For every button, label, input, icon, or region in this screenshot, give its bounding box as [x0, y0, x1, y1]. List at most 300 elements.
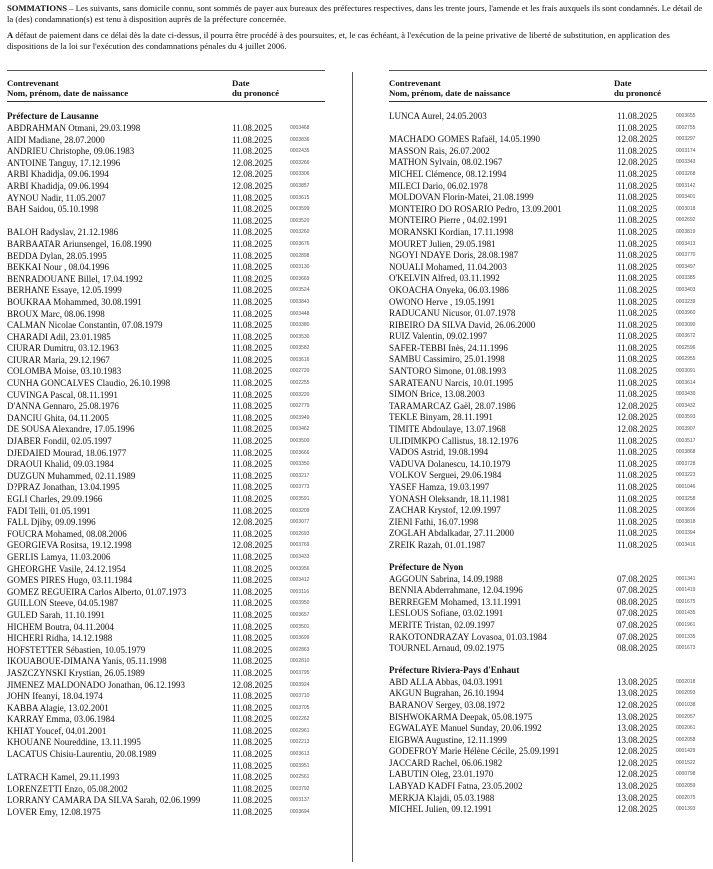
reference-numbers [676, 482, 695, 494]
reference-number: 0003433 [290, 553, 310, 560]
table-row [7, 494, 325, 506]
reference-number: 0003403 [676, 286, 696, 293]
offender-name: FOUCRA Mohamed, 08.08.2006 [7, 528, 127, 539]
judgment-date: 11.08.2025 [617, 250, 658, 261]
reference-number: 0002955 [676, 356, 696, 363]
reference-number: 0003676 [290, 240, 310, 247]
table-row [389, 412, 707, 424]
intro-paragraph-2-text: défaut de paiement dans ce délai dès la date ci-dessus, il pourra être procédé à des poursuites, et, le cas échéant, à l'exécution de la peine privative de liberté de substitution, en application des dispositions de la loi sur l'exécution des condamnations pénales du 4 juillet 2006. [7, 30, 670, 51]
reference-number: 0003868 [676, 449, 696, 456]
offender-name: ARBI Khadidja, 09.06.1994 [7, 169, 109, 180]
reference-numbers [676, 181, 695, 193]
judgment-dates [232, 436, 272, 448]
reference-number: 0003306 [290, 171, 310, 178]
reference-numbers [290, 772, 309, 784]
reference-number: 0003239 [676, 298, 696, 305]
judgment-date: 11.08.2025 [617, 122, 658, 133]
reference-numbers [676, 597, 695, 609]
reference-number: 0003699 [290, 635, 310, 642]
reference-number: 0002755 [676, 124, 696, 131]
table-row [389, 494, 707, 506]
reference-numbers [290, 146, 309, 158]
table-row [389, 643, 707, 655]
reference-number: 0002596 [676, 344, 696, 351]
table-row [389, 134, 707, 146]
table-row [7, 251, 325, 263]
judgment-dates [232, 285, 272, 297]
reference-number: 0003517 [676, 437, 696, 444]
offender-name: BALOH Radyslav, 21.12.1986 [7, 227, 119, 238]
judgment-dates [617, 297, 657, 309]
table-row [7, 262, 325, 274]
table-row [7, 540, 325, 552]
table-row [7, 274, 325, 286]
offender-name: CIURAR Maria, 29.12.1967 [7, 354, 110, 365]
reference-numbers [676, 781, 695, 793]
offender-name: SAMBU Cassimiro, 25.01.1998 [389, 354, 505, 365]
offender-name: CIURAR Dumitru, 03.12.1963 [7, 343, 119, 354]
judgment-dates [617, 620, 658, 632]
offender-name: ANDRIEU Christophe, 09.06.1983 [7, 146, 135, 157]
header-date-line2: du prononcé [232, 88, 280, 98]
table-row [7, 668, 325, 680]
table-row [7, 575, 325, 587]
reference-number: 0003956 [290, 565, 310, 572]
reference-numbers [290, 239, 309, 251]
judgment-dates [617, 528, 657, 540]
reference-numbers [290, 656, 309, 668]
judgment-date: 11.08.2025 [232, 378, 273, 389]
reference-numbers [290, 285, 309, 297]
table-row [7, 366, 325, 378]
judgment-date: 11.08.2025 [232, 783, 273, 794]
reference-number: 0003209 [290, 507, 310, 514]
offender-name: ZREIK Razah, 01.01.1987 [389, 539, 486, 550]
reference-number: 0003818 [676, 518, 696, 525]
reference-number: 0003462 [290, 426, 310, 433]
table-row [389, 758, 707, 770]
offender-name: VADOS Astrid, 19.08.1994 [389, 447, 489, 458]
judgment-date: 07.08.2025 [617, 631, 658, 642]
judgment-date: 13.08.2025 [617, 688, 658, 699]
judgment-dates [617, 157, 658, 169]
table-row [7, 343, 325, 355]
judgment-date: 12.08.2025 [617, 134, 658, 145]
offender-name: DJABER Fondil, 02.05.1997 [7, 436, 112, 447]
judgment-dates [232, 494, 272, 506]
offender-name: MACHADO GOMES Rafaël, 14.05.1990 [389, 134, 540, 145]
judgment-date: 11.08.2025 [232, 551, 273, 562]
offender-name: MASSON Rais, 26.07.2002 [389, 145, 490, 156]
table-row [7, 703, 325, 715]
reference-number: 0003385 [676, 275, 696, 282]
judgment-date: 11.08.2025 [232, 192, 273, 203]
reference-numbers [676, 111, 695, 134]
table-row [389, 723, 707, 735]
reference-numbers [676, 157, 695, 169]
header-date [232, 78, 279, 98]
judgment-dates [617, 470, 657, 482]
table-row [7, 413, 325, 425]
judgment-date: 11.08.2025 [232, 586, 273, 597]
table-row [7, 471, 325, 483]
judgment-dates [617, 424, 658, 436]
intro-paragraph-2 [7, 30, 707, 52]
reference-number: 0002720 [290, 368, 310, 375]
judgment-dates [617, 781, 658, 793]
judgment-dates [232, 343, 272, 355]
prefecture-section [389, 111, 707, 552]
judgment-date: 11.08.2025 [232, 667, 273, 678]
judgment-date: 11.08.2025 [232, 308, 273, 319]
reference-numbers [676, 378, 695, 390]
offender-name: LABUTIN Oleg, 23.01.1970 [389, 769, 494, 780]
reference-numbers [676, 505, 695, 517]
reference-number: 0003297 [676, 136, 696, 143]
reference-numbers [290, 123, 309, 135]
reference-number: 0001393 [676, 806, 696, 813]
judgment-dates [617, 389, 657, 401]
offender-name: FALL Djiby, 09.09.1996 [7, 517, 96, 528]
reference-number: 0003343 [676, 159, 696, 166]
reference-number: 0003416 [676, 541, 696, 548]
reference-number: 0003857 [290, 182, 310, 189]
reference-numbers [676, 389, 695, 401]
offender-name: NGOYI NDAYE Doris, 28.08.1987 [389, 250, 519, 261]
reference-numbers [290, 645, 309, 657]
table-row [389, 273, 707, 285]
judgment-date: 11.08.2025 [617, 447, 658, 458]
judgment-dates [617, 401, 658, 413]
reference-number: 0003819 [676, 228, 696, 235]
reference-numbers [290, 517, 309, 529]
section-title: Préfecture de Lausanne [7, 111, 99, 121]
header-contrevenant-line1: Contrevenant [389, 78, 441, 88]
reference-numbers [676, 758, 695, 770]
offender-name: EIGBWA Augustine, 12.11.1999 [389, 734, 507, 745]
judgment-dates [617, 111, 657, 134]
reference-number: 0001335 [676, 633, 696, 640]
reference-numbers [676, 585, 695, 597]
judgment-dates [617, 343, 657, 355]
judgment-date: 11.08.2025 [232, 366, 273, 377]
reference-numbers [676, 723, 695, 735]
reference-numbers [290, 181, 309, 193]
reference-number: 0003582 [290, 345, 310, 352]
reference-number: 0003174 [676, 147, 696, 154]
table-row [389, 320, 707, 332]
offender-name: DJEDAIED Mourad, 18.06.1977 [7, 447, 127, 458]
judgment-dates [232, 123, 272, 135]
table-row [7, 193, 325, 205]
table-row [7, 772, 325, 784]
offender-name: MORANSKI Kordian, 17.11.1998 [389, 226, 514, 237]
table-row [7, 309, 325, 321]
judgment-dates [232, 227, 272, 239]
judgment-dates [617, 447, 657, 459]
offender-name: MICHEL Clémence, 08.12.1994 [389, 168, 507, 179]
table-row [389, 401, 707, 413]
reference-number: 0003773 [290, 484, 310, 491]
judgment-dates [617, 285, 657, 297]
header-contrevenant [7, 78, 128, 98]
judgment-dates [232, 251, 272, 263]
offender-name: AYNOU Nadir, 11.05.2007 [7, 192, 106, 203]
table-row [7, 285, 325, 297]
reference-number: 0003380 [290, 322, 310, 329]
judgment-date: 11.08.2025 [232, 598, 273, 609]
reference-number: 0002093 [676, 690, 696, 697]
judgment-dates [617, 239, 657, 251]
judgment-date: 11.08.2025 [617, 215, 658, 226]
judgment-dates [232, 169, 273, 181]
reference-numbers [676, 134, 695, 146]
table-row [389, 459, 707, 471]
offender-name: MERITE Tristan, 02.09.1997 [389, 619, 495, 630]
judgment-dates [617, 320, 657, 332]
reference-number: 0003672 [676, 333, 696, 340]
reference-number: 0003710 [290, 693, 310, 700]
offender-name: MILECI Dario, 06.02.1978 [389, 180, 488, 191]
judgment-dates [232, 181, 273, 193]
reference-numbers [676, 331, 695, 343]
judgment-date: 11.08.2025 [232, 320, 273, 331]
intro-lead-bold: SOMMATIONS [7, 3, 68, 13]
table-row [7, 459, 325, 471]
judgment-date: 11.08.2025 [232, 447, 273, 458]
judgment-date: 13.08.2025 [617, 723, 658, 734]
reference-number: 0000798 [676, 771, 696, 778]
offender-name: BARANOV Sergey, 03.08.1972 [389, 699, 505, 710]
judgment-dates [232, 239, 272, 251]
reference-numbers [290, 622, 309, 634]
judgment-dates [232, 622, 272, 634]
judgment-date: 11.08.2025 [232, 134, 273, 145]
reference-number: 0003500 [290, 438, 310, 445]
judgment-dates [617, 482, 657, 494]
reference-numbers [290, 459, 309, 471]
judgment-dates [232, 401, 272, 413]
offender-name: CALMAN Nicolae Constantin, 07.08.1979 [7, 320, 163, 331]
table-row [389, 632, 707, 644]
reference-numbers [676, 250, 695, 262]
offender-name: ZOGLAH Abdalkadar, 27.11.2000 [389, 528, 515, 539]
offender-name: HOFSTETTER Sébastien, 10.05.1979 [7, 644, 146, 655]
reference-number: 0002059 [676, 783, 696, 790]
reference-number: 0003666 [290, 449, 310, 456]
judgment-date: 13.08.2025 [617, 711, 658, 722]
reference-numbers [676, 227, 695, 239]
judgment-date: 07.08.2025 [617, 619, 658, 630]
offender-name: ULIDIMKPO Callistus, 18.12.1976 [389, 435, 519, 446]
reference-number: 0002898 [290, 252, 310, 259]
judgment-dates [232, 680, 273, 692]
reference-numbers [676, 192, 695, 204]
judgment-date: 11.08.2025 [617, 482, 658, 492]
table-row [7, 239, 325, 251]
header-date-line1: Date [232, 78, 250, 88]
judgment-date: 11.08.2025 [617, 354, 658, 365]
table-row [7, 355, 325, 367]
offender-name: IKOUABOUE-DIMANA Yanis, 05.11.1998 [7, 656, 167, 667]
judgment-date: 11.08.2025 [232, 285, 273, 296]
judgment-date: 11.08.2025 [232, 528, 273, 539]
reference-number: 0002693 [290, 530, 310, 537]
reference-number: 0003116 [290, 588, 310, 595]
judgment-date: 11.08.2025 [232, 563, 273, 574]
reference-number: 0002061 [676, 725, 696, 732]
reference-number: 0002255 [290, 380, 310, 387]
prefecture-section [389, 665, 707, 816]
judgment-dates [617, 308, 657, 320]
reference-numbers [676, 677, 695, 689]
reference-numbers [290, 297, 309, 309]
reference-numbers [290, 633, 309, 645]
reference-numbers [676, 459, 695, 471]
reference-numbers [290, 482, 309, 494]
judgment-dates [617, 215, 657, 227]
judgment-dates [617, 632, 658, 644]
table-row [7, 598, 325, 610]
judgment-dates [232, 633, 272, 645]
judgment-dates [232, 564, 272, 576]
reference-number: 0003694 [290, 809, 310, 816]
judgment-date: 12.08.2025 [232, 180, 273, 191]
table-row [389, 517, 707, 529]
reference-numbers [676, 746, 695, 758]
judgment-date: 11.08.2025 [232, 146, 273, 157]
judgment-date: 11.08.2025 [232, 737, 273, 748]
table-row [389, 192, 707, 204]
offender-name: KARRAY Emma, 03.06.1984 [7, 714, 115, 725]
reference-numbers [676, 804, 695, 816]
offender-name: KHIAT Youcef, 04.01.2001 [7, 725, 107, 736]
offender-name: GERLIS Lamya, 11.03.2006 [7, 551, 111, 562]
table-row [7, 587, 325, 599]
judgment-date: 11.08.2025 [232, 412, 273, 423]
reference-number: 0002863 [290, 646, 310, 653]
offender-name: LABYAD KADFI Fatna, 23.05.2002 [389, 781, 523, 792]
judgment-date: 11.08.2025 [617, 192, 658, 203]
table-row [7, 332, 325, 344]
reference-number: 0003260 [290, 229, 310, 236]
reference-number: 0002561 [290, 774, 310, 781]
offender-name: COLOMBA Moise, 03.10.1983 [7, 366, 122, 377]
offender-name: BEKKAI Nour , 08.04.1996 [7, 262, 109, 273]
reference-numbers [676, 494, 695, 506]
reference-number: 0003657 [290, 611, 310, 618]
table-row [389, 169, 707, 181]
reference-numbers [676, 169, 695, 181]
reference-numbers [290, 309, 309, 321]
offender-name: HICHEM Boutra, 04.11.2004 [7, 621, 114, 632]
reference-number: 0001675 [676, 598, 696, 605]
reference-number: 0003091 [676, 368, 696, 375]
judgment-dates [232, 506, 272, 518]
judgment-dates [617, 574, 658, 586]
reference-number: 0003090 [676, 321, 696, 328]
offender-name: ANTOINE Tanguy, 17.12.1996 [7, 157, 121, 168]
reference-numbers [290, 587, 309, 599]
reference-numbers [290, 668, 309, 680]
offender-name: O'KELVIN Alfred, 03.11.1992 [389, 273, 500, 284]
judgment-dates [232, 413, 272, 425]
table-row [389, 574, 707, 586]
judgment-dates [232, 807, 272, 819]
offender-name: BERHANE Essaye, 12.05.1999 [7, 285, 122, 296]
judgment-date: 11.08.2025 [232, 401, 273, 412]
judgment-date: 11.08.2025 [232, 633, 273, 644]
offender-name: CHARADI Adil, 23.01.1985 [7, 331, 111, 342]
judgment-date: 11.08.2025 [232, 760, 273, 771]
reference-number: 0001419 [676, 587, 696, 594]
reference-numbers [290, 274, 309, 286]
table-row [389, 146, 707, 158]
reference-number: 0003696 [676, 507, 696, 514]
reference-number: 0003591 [290, 496, 310, 502]
offender-name: AIDI Madiane, 28.07.2000 [7, 134, 105, 145]
reference-numbers [676, 343, 695, 355]
reference-number: 0003432 [676, 402, 696, 409]
judgment-dates [617, 134, 658, 146]
judgment-dates [617, 746, 658, 758]
judgment-dates [232, 714, 272, 726]
table-row [389, 285, 707, 297]
offender-name: SIMON Brice, 13.08.2003 [389, 389, 485, 400]
reference-number: 0003613 [290, 751, 310, 758]
judgment-dates [617, 412, 658, 424]
judgment-dates [232, 193, 272, 205]
judgment-date: 11.08.2025 [617, 342, 658, 353]
right-column [389, 70, 707, 826]
offender-name: VADUVA Dolanescu, 14.10.1979 [389, 458, 511, 469]
reference-numbers [676, 401, 695, 413]
reference-numbers [290, 204, 309, 227]
judgment-date: 11.08.2025 [232, 505, 273, 516]
judgment-dates [232, 726, 272, 738]
reference-numbers [676, 273, 695, 285]
reference-numbers [676, 239, 695, 251]
judgment-date: 13.08.2025 [617, 792, 658, 803]
offender-name: MONTEIRO Pierre , 04.02.1991 [389, 215, 508, 226]
reference-numbers [290, 575, 309, 587]
judgment-dates [232, 691, 272, 703]
judgment-date: 11.08.2025 [617, 261, 658, 272]
header-date [614, 78, 661, 98]
judgment-dates [232, 320, 272, 332]
offender-name: ZIENI Fathi, 16.07.1998 [389, 516, 479, 527]
table-row [7, 204, 325, 227]
judgment-date: 11.08.2025 [232, 702, 273, 713]
offender-name: TARAMARCAZ Gaël, 28.07.1986 [389, 400, 516, 411]
table-row [389, 597, 707, 609]
judgment-date: 11.08.2025 [232, 331, 273, 342]
offender-name: LORRANY CAMARA DA SILVA Sarah, 02.06.1999 [7, 795, 201, 806]
judgment-dates [232, 158, 273, 170]
judgment-date: 13.08.2025 [617, 781, 658, 792]
table-row [7, 146, 325, 158]
judgment-dates [617, 700, 658, 712]
judgment-dates [232, 332, 272, 344]
judgment-date: 11.08.2025 [232, 609, 273, 620]
table-row [389, 157, 707, 169]
offender-name: BAH Saidou, 05.10.1998 [7, 204, 99, 215]
judgment-date: 11.08.2025 [232, 215, 273, 226]
judgment-date: 11.08.2025 [617, 226, 658, 237]
judgment-date: 11.08.2025 [232, 725, 273, 736]
judgment-dates [617, 608, 658, 620]
judgment-date: 11.08.2025 [232, 343, 273, 354]
